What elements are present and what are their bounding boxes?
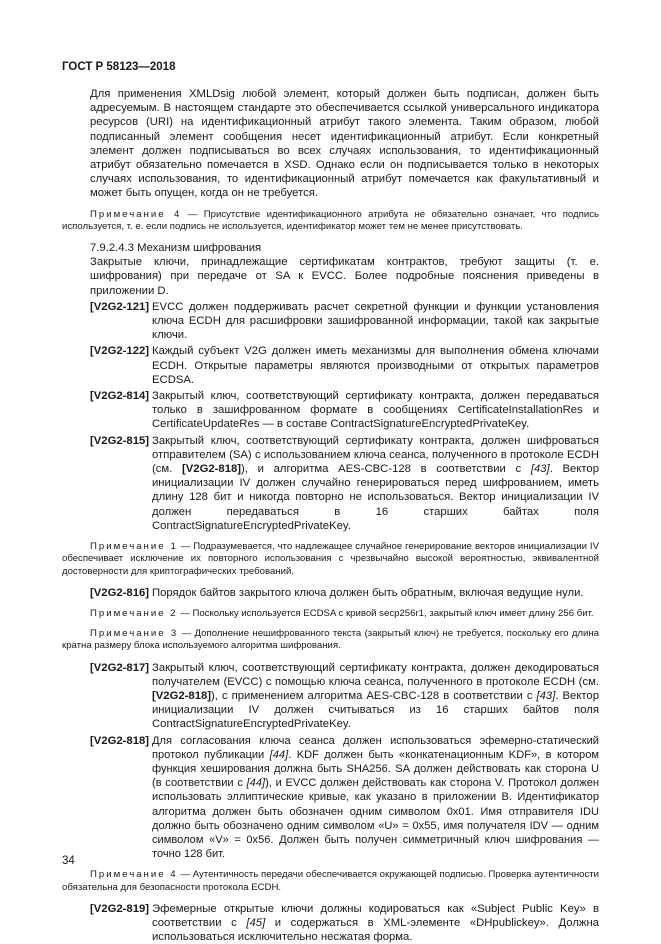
page-number: 34 <box>62 855 75 867</box>
requirement-814 <box>90 389 599 432</box>
note-label: Примечание 1 <box>90 541 178 553</box>
text-part: ), и алгоритма AES-CBC-128 в соответствии с <box>241 463 531 476</box>
intro-paragraph: Для применения XMLDsig любой элемент, который должен быть подписан, должен быть адресуемым. В настоящем стандарте это обеспечивается ссылкой универсального индикатора ресурсов (URI) на идентификационный атрибут такого элемента. Таким образом, любой подписанный элемент сообщения несет идентификационный атрибут. Если конкретный элемент должен подписываться во всех случаях использования, то идентификационный атрибут обязательно помечается в XSD. Однако если он подписывается только в некоторых случаях использования, то идентификационный атрибут помечается как факультативный и может быть опущен, когда он не требуется. <box>90 88 599 200</box>
requirement-code: [V2G2-816] <box>90 586 150 599</box>
requirement-code: [V2G2-814] <box>90 390 150 403</box>
requirement-text: Закрытый ключ, соответствующий сертификату контракта, должен передаваться только в зашифрованном формате в сообщениях CertificateInstallationRes и CertificateUpdateRes — в составе ContractSignatureEncryptedPrivateKey. <box>152 390 599 431</box>
note-2-key-length <box>62 608 599 620</box>
bibliography-reference: [43] <box>536 689 556 702</box>
requirement-code: [V2G2-121] <box>90 300 150 313</box>
text-part: ), и EVCC должен действовать как сторона V. Протокол должен использовать эллиптические кривые, как указано в приложении В. Идентификатор алгоритма должен быть обозначен одним символом 0x01. Имя отправителя IDU должно быть обозначено одним символом «U» = 0x55, имя получателя IDV — одним символом «V» = 0x56. Должен быть получен симметричный ключ шифрования — точно 128 бит. <box>152 777 599 861</box>
requirement-text <box>152 661 599 732</box>
requirement-text: Каждый субъект V2G должен иметь механизмы для выполнения обмена ключами ECDH. Открытые параметры являются производными от открытых параметров ECDSA. <box>152 345 599 386</box>
note-1-iv <box>62 541 599 578</box>
bibliography-reference: [44] <box>269 748 289 761</box>
text-part: . Вектор инициализации IV должен случайно генерироваться перед шифрованием, иметь длину 128 бит и никогда повторно не использоваться. Вектор инициализации IV должен передаваться в 16 старших байтах поля ContractSignatureEncryptedPrivateKey. <box>152 463 600 532</box>
note-label: Примечание 3 <box>90 628 179 640</box>
note-label: Примечание 4 <box>90 208 182 220</box>
text-part: . KDF должен быть «конкатенационным KDF», в котором функция хеширования должна быть SHA256. SA должен действовать как сторона U (в соответствии с <box>152 748 599 790</box>
cross-reference: [V2G2-818] <box>182 463 242 476</box>
requirement-text <box>152 434 599 533</box>
requirement-818 <box>90 734 599 862</box>
note-text: — Подразумевается, что надлежащее случайное генерирование векторов инициализации IV обеспечивает исключение их повторного использования с чрезвычайно высокой вероятностью, эквивалентной достоверности для криптографических требований. <box>62 541 599 577</box>
requirement-text <box>152 902 599 944</box>
cross-reference: [V2G2-818] <box>152 689 212 702</box>
text-part: Для согласования ключа сеанса должен использоваться эфемерно-статический протокол публикации <box>152 734 599 761</box>
requirement-code: [V2G2-819] <box>90 902 150 915</box>
note-4-signature <box>62 209 599 233</box>
text-part: Закрытый ключ, соответствующий сертификату контракта, должен декодироваться получателем (EVCC) с помощью ключа сеанса, полученного в протоколе ECDH (см. <box>152 661 599 688</box>
text-part: . Вектор инициализации IV должен считываться из 16 старших байтов поля ContractSignatureEncryptedPrivateKey. <box>152 689 600 731</box>
requirement-code: [V2G2-818] <box>90 734 150 747</box>
requirement-code: [V2G2-817] <box>90 661 150 674</box>
note-3-padding <box>62 628 599 652</box>
requirement-815 <box>90 434 599 533</box>
requirement-817 <box>90 661 599 732</box>
requirement-code: [V2G2-815] <box>90 434 150 447</box>
note-label: Примечание 4 <box>90 869 178 881</box>
bibliography-reference: [44] <box>246 777 266 790</box>
requirement-text <box>152 734 599 862</box>
note-text: — Присутствие идентификационного атрибута не обязательно означает, что подпись используется, т. е. если подпись не используется, идентификатор может тем не менее присутствовать. <box>62 208 599 232</box>
note-text: — Поскольку используется ECDSA с кривой secp256r1, закрытый ключ имеет длину 256 бит. <box>177 607 594 619</box>
text-part: ), с применением алгоритма AES-CBC-128 в соответствии с <box>211 689 537 702</box>
note-text: — Дополнение нешифрованного текста (закрытый ключ) не требуется, поскольку его длина кратна размеру блока используемого алгоритма шифрования. <box>62 628 600 652</box>
text-part: и содержаться в XML-элементе «DHpublickey». Должна использоваться исключительно несжатая форма. <box>152 916 599 944</box>
requirement-819 <box>90 902 599 944</box>
note-text: — Аутентичность передачи обеспечивается окружающей подписью. Проверка аутентичности обязательна для безопасности протокола ECDH. <box>62 869 600 893</box>
text-part: Закрытый ключ, соответствующий сертификату контракта, должен шифроваться отправителем (SA) с использованием ключа сеанса, полученного в протоколе ECDH (см. <box>152 434 599 476</box>
requirement-121 <box>90 300 599 343</box>
requirement-code: [V2G2-122] <box>90 345 150 358</box>
section-heading: 7.9.2.4.3 Механизм шифрования <box>90 242 262 255</box>
bibliography-reference: [43] <box>530 463 550 476</box>
note-label: Примечание 2 <box>90 607 178 619</box>
text-part: Эфемерные открытые ключи должны кодироваться как «Subject Public Key» в соответствии с <box>152 902 599 929</box>
requirement-816 <box>90 586 599 600</box>
section-intro: Закрытые ключи, принадлежащие сертификатам контрактов, требуют защиты (т. е. шифрования) при передаче от SA к EVCC. Более подробные пояснения приведены в приложении D. <box>90 256 599 297</box>
requirement-text: Порядок байтов закрытого ключа должен быть обратным, включая ведущие нули. <box>152 586 584 599</box>
note-4-authenticity <box>62 869 599 893</box>
bibliography-reference: [45] <box>246 916 266 929</box>
document-header: ГОСТ Р 58123—2018 <box>62 61 176 73</box>
requirement-122 <box>90 344 599 387</box>
requirement-text: EVCC должен поддерживать расчет секретной функции и функции установления ключа ECDH для расшифровки зашифрованной информации, такой как закрытые ключи. <box>152 300 599 342</box>
